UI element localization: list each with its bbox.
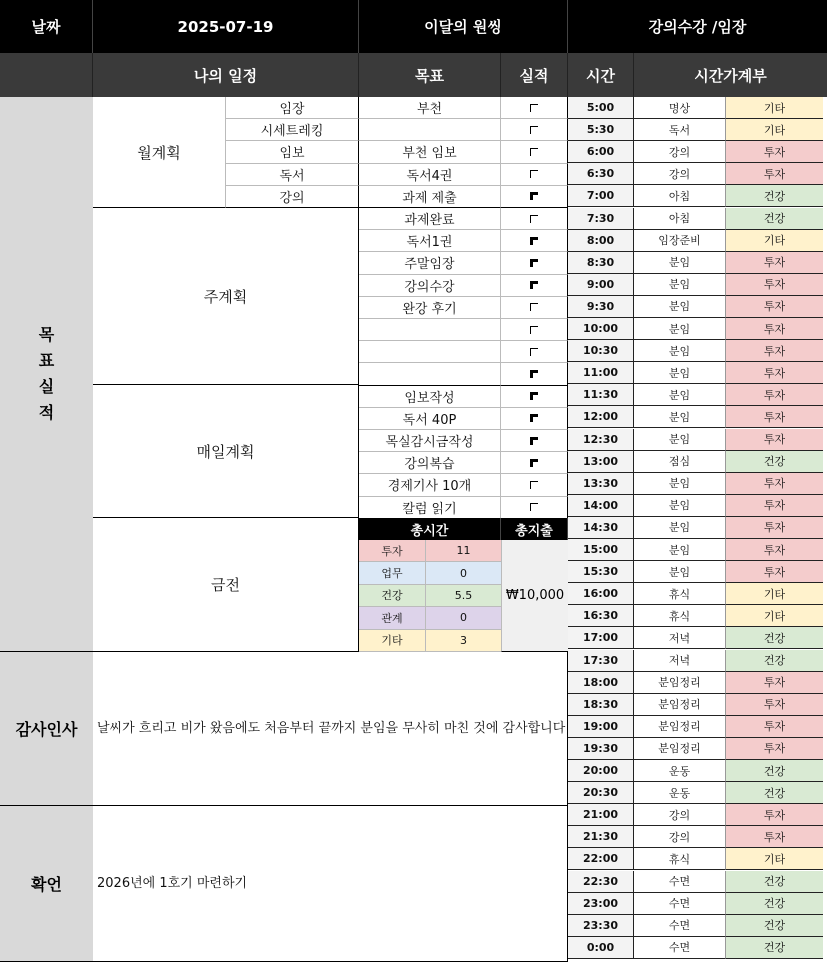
checkbox-unchecked[interactable] [530,215,538,223]
category-cell[interactable]: 투자 [726,672,823,694]
category-cell[interactable]: 건강 [726,627,823,649]
goal-cell[interactable]: 부천 임보 [359,141,501,163]
time-slot: 16:00 [568,583,634,605]
activity-cell[interactable]: 분임 [634,318,726,340]
money-category-name: 건강 [359,585,426,607]
schedule-header: 나의 일정 [93,53,359,97]
activity-cell[interactable]: 분임 [634,362,726,384]
activity-cell[interactable]: 분임정리 [634,672,726,694]
activity-cell[interactable]: 분임 [634,406,726,428]
time-slot: 13:30 [568,473,634,495]
activity-cell[interactable]: 분임 [634,296,726,318]
category-cell[interactable]: 건강 [726,893,823,915]
total-expense-header: 총지출 [501,518,568,540]
activity-cell[interactable]: 명상 [634,97,726,119]
check-cell[interactable] [501,408,568,430]
activity-cell[interactable]: 분임정리 [634,694,726,716]
activity-cell[interactable]: 분임 [634,384,726,406]
checkbox-unchecked[interactable] [530,148,538,156]
time-slot: 22:00 [568,848,634,870]
time-slot: 13:00 [568,451,634,473]
money-category-name: 기타 [359,630,426,652]
activity-cell[interactable]: 강의 [634,804,726,826]
checkbox-unchecked[interactable] [530,126,538,134]
goal-result-char: 표 [38,351,55,370]
activity-cell[interactable]: 운동 [634,782,726,804]
activity-cell[interactable]: 분임 [634,473,726,495]
time-slot: 12:00 [568,406,634,428]
time-slot: 7:00 [568,185,634,207]
category-cell[interactable]: 건강 [726,208,823,230]
time-slot: 18:00 [568,672,634,694]
done-header: 실적 [501,53,568,97]
checkbox-unchecked[interactable] [530,104,538,112]
activity-cell[interactable]: 분임 [634,252,726,274]
time-slot: 6:30 [568,163,634,185]
goal-cell[interactable]: 과제완료 [359,208,501,230]
checkbox-checked[interactable] [530,281,538,289]
time-slot: 10:30 [568,340,634,362]
monthly-plan-label: 월계획 [93,97,226,208]
check-cell[interactable] [501,497,568,519]
activity-cell[interactable]: 저녁 [634,627,726,649]
check-cell[interactable] [501,363,568,385]
category-cell[interactable]: 투자 [726,340,823,362]
activity-cell[interactable]: 수면 [634,893,726,915]
goal-result-char: 적 [38,403,55,422]
category-cell[interactable]: 투자 [726,495,823,517]
money-category-value: 0 [426,562,501,584]
category-cell[interactable]: 건강 [726,782,823,804]
affirmation-text[interactable]: 2026년에 1호기 마련하기 [93,806,568,962]
money-category-name: 관계 [359,607,426,629]
goal-cell[interactable]: 독서4권 [359,164,501,186]
time-slot: 7:30 [568,208,634,230]
category-cell[interactable]: 투자 [726,738,823,760]
goal-cell[interactable]: 강의수강 [359,275,501,297]
subheader-blank [0,53,93,97]
category-cell[interactable]: 투자 [726,163,823,185]
time-slot: 22:30 [568,871,634,893]
total-expense-value: ₩10,000 [501,540,568,652]
date-label: 날짜 [0,0,93,53]
time-slot: 15:30 [568,561,634,583]
category-cell[interactable]: 투자 [726,252,823,274]
category-cell[interactable]: 건강 [726,871,823,893]
check-cell[interactable] [501,275,568,297]
category-cell[interactable]: 건강 [726,451,823,473]
category-cell[interactable]: 투자 [726,318,823,340]
checkbox-checked[interactable] [530,437,538,445]
goal-cell[interactable] [359,319,501,341]
check-cell[interactable] [501,97,568,119]
date-value[interactable]: 2025-07-19 [93,0,359,53]
activity-cell[interactable]: 분임 [634,539,726,561]
category-cell[interactable]: 투자 [726,429,823,451]
goal-cell[interactable]: 칼럼 읽기 [359,497,501,519]
goal-cell[interactable]: 과제 제출 [359,186,501,208]
time-slot: 23:30 [568,915,634,937]
category-cell[interactable]: 투자 [726,274,823,296]
checkbox-unchecked[interactable] [530,303,538,311]
activity-cell[interactable]: 분임 [634,274,726,296]
time-slot: 23:00 [568,893,634,915]
goal-result-char: 목 [38,325,55,344]
category-cell[interactable]: 건강 [726,650,823,672]
time-slot: 19:30 [568,738,634,760]
time-slot: 20:00 [568,760,634,782]
goal-result-label [0,97,93,652]
activity-cell[interactable]: 분임정리 [634,738,726,760]
category-cell[interactable]: 투자 [726,406,823,428]
time-slot: 21:30 [568,826,634,848]
time-slot: 17:30 [568,650,634,672]
activity-cell[interactable]: 독서 [634,119,726,141]
activity-cell[interactable]: 강의 [634,163,726,185]
time-slot: 14:30 [568,517,634,539]
thanks-label: 감사인사 [0,652,93,806]
time-slot: 14:00 [568,495,634,517]
goal-result-char: 실 [38,377,55,396]
category-cell[interactable]: 투자 [726,473,823,495]
activity-cell[interactable]: 점심 [634,451,726,473]
category-cell[interactable]: 기타 [726,97,823,119]
checkbox-unchecked[interactable] [530,326,538,334]
goal-cell[interactable]: 경제기사 10개 [359,474,501,496]
money-category-value: 11 [426,540,501,562]
check-cell[interactable] [501,341,568,363]
one-thing-label: 이달의 원씽 [359,0,568,53]
check-cell[interactable] [501,430,568,452]
activity-cell[interactable]: 휴식 [634,583,726,605]
daily-plan-label: 매일계획 [93,385,359,518]
goal-cell[interactable]: 주말임장 [359,252,501,274]
time-slot: 12:30 [568,429,634,451]
time-slot: 21:00 [568,804,634,826]
check-cell[interactable] [501,164,568,186]
check-cell[interactable] [501,452,568,474]
checkbox-unchecked[interactable] [530,348,538,356]
time-slot: 9:30 [568,296,634,318]
activity-cell[interactable]: 분임정리 [634,716,726,738]
check-cell[interactable] [501,230,568,252]
activity-cell[interactable]: 분임 [634,495,726,517]
activity-cell[interactable]: 아침 [634,208,726,230]
activity-cell[interactable]: 강의 [634,826,726,848]
thanks-text[interactable]: 날씨가 흐리고 비가 왔음에도 처음부터 끝까지 분임을 무사히 마친 것에 감사합니다 [93,652,568,806]
category-cell[interactable]: 투자 [726,539,823,561]
time-slot: 17:00 [568,627,634,649]
money-label: 금전 [93,518,359,652]
goal-cell[interactable] [359,363,501,385]
check-cell[interactable] [501,252,568,274]
goal-cell[interactable]: 목실감시금작성 [359,430,501,452]
goal-cell[interactable]: 독서 40P [359,408,501,430]
monthly-item: 임보 [226,141,359,163]
checkbox-checked[interactable] [530,459,538,467]
activity-cell[interactable]: 아침 [634,185,726,207]
time-slot: 6:00 [568,141,634,163]
time-slot: 9:00 [568,274,634,296]
category-cell[interactable]: 투자 [726,826,823,848]
monthly-item: 강의 [226,186,359,208]
weekly-plan-label: 주계획 [93,208,359,385]
category-cell[interactable]: 기타 [726,230,823,252]
category-cell[interactable]: 기타 [726,848,823,870]
activity-cell[interactable]: 수면 [634,915,726,937]
category-cell[interactable]: 기타 [726,119,823,141]
check-cell[interactable] [501,119,568,141]
category-cell[interactable]: 건강 [726,937,823,959]
time-slot: 8:00 [568,230,634,252]
category-cell[interactable]: 투자 [726,561,823,583]
activity-cell[interactable]: 저녁 [634,650,726,672]
checkbox-checked[interactable] [530,192,538,200]
check-cell[interactable] [501,297,568,319]
goal-cell[interactable] [359,341,501,363]
goal-cell[interactable]: 임보작성 [359,386,501,408]
category-cell[interactable]: 건강 [726,185,823,207]
category-cell[interactable]: 투자 [726,716,823,738]
goal-cell[interactable]: 부천 [359,97,501,119]
activity-cell[interactable]: 임장준비 [634,230,726,252]
goal-header: 목표 [359,53,501,97]
category-cell[interactable]: 투자 [726,694,823,716]
category-cell[interactable]: 투자 [726,141,823,163]
checkbox-checked[interactable] [530,370,538,378]
time-header: 시간 [568,53,634,97]
category-cell[interactable]: 투자 [726,296,823,318]
category-cell[interactable]: 기타 [726,583,823,605]
goal-cell[interactable] [359,119,501,141]
category-cell[interactable]: 건강 [726,760,823,782]
goal-cell[interactable]: 독서1권 [359,230,501,252]
checkbox-checked[interactable] [530,259,538,267]
checkbox-unchecked[interactable] [530,481,538,489]
activity-cell[interactable]: 수면 [634,871,726,893]
total-time-header: 총시간 [359,518,501,540]
time-slot: 10:00 [568,318,634,340]
goal-cell[interactable]: 강의복습 [359,452,501,474]
activity-cell[interactable]: 분임 [634,561,726,583]
category-cell[interactable]: 투자 [726,517,823,539]
check-cell[interactable] [501,208,568,230]
monthly-item: 임장 [226,97,359,119]
time-slot: 0:00 [568,937,634,959]
ledger-header: 시간가계부 [634,53,827,97]
money-category-value: 3 [426,630,501,652]
category-cell[interactable]: 기타 [726,605,823,627]
money-category-value: 0 [426,607,501,629]
time-slot: 18:30 [568,694,634,716]
checkbox-unchecked[interactable] [530,170,538,178]
time-slot: 8:30 [568,252,634,274]
check-cell[interactable] [501,319,568,341]
activity-cell[interactable]: 휴식 [634,605,726,627]
checkbox-checked[interactable] [530,414,538,422]
affirmation-label: 확언 [0,806,93,962]
category-cell[interactable]: 투자 [726,384,823,406]
time-slot: 20:30 [568,782,634,804]
category-cell[interactable]: 투자 [726,362,823,384]
checkbox-checked[interactable] [530,392,538,400]
category-cell[interactable]: 건강 [726,915,823,937]
money-category-name: 투자 [359,540,426,562]
money-category-value: 5.5 [426,585,501,607]
one-thing-value[interactable]: 강의수강 /임장 [568,0,827,53]
activity-cell[interactable]: 분임 [634,517,726,539]
activity-cell[interactable]: 강의 [634,141,726,163]
time-slot: 15:00 [568,539,634,561]
category-cell[interactable]: 투자 [726,804,823,826]
check-cell[interactable] [501,141,568,163]
activity-cell[interactable]: 분임 [634,429,726,451]
time-slot: 19:00 [568,716,634,738]
activity-cell[interactable]: 분임 [634,340,726,362]
time-slot: 11:30 [568,384,634,406]
monthly-item: 시세트레킹 [226,119,359,141]
activity-cell[interactable]: 운동 [634,760,726,782]
check-cell[interactable] [501,474,568,496]
check-cell[interactable] [501,186,568,208]
checkbox-checked[interactable] [530,237,538,245]
checkbox-unchecked[interactable] [530,503,538,511]
check-cell[interactable] [501,386,568,408]
activity-cell[interactable]: 휴식 [634,848,726,870]
activity-cell[interactable]: 수면 [634,937,726,959]
time-slot: 16:30 [568,605,634,627]
time-slot: 5:00 [568,97,634,119]
goal-cell[interactable]: 완강 후기 [359,297,501,319]
money-category-name: 업무 [359,562,426,584]
monthly-item: 독서 [226,164,359,186]
time-slot: 11:00 [568,362,634,384]
time-slot: 5:30 [568,119,634,141]
